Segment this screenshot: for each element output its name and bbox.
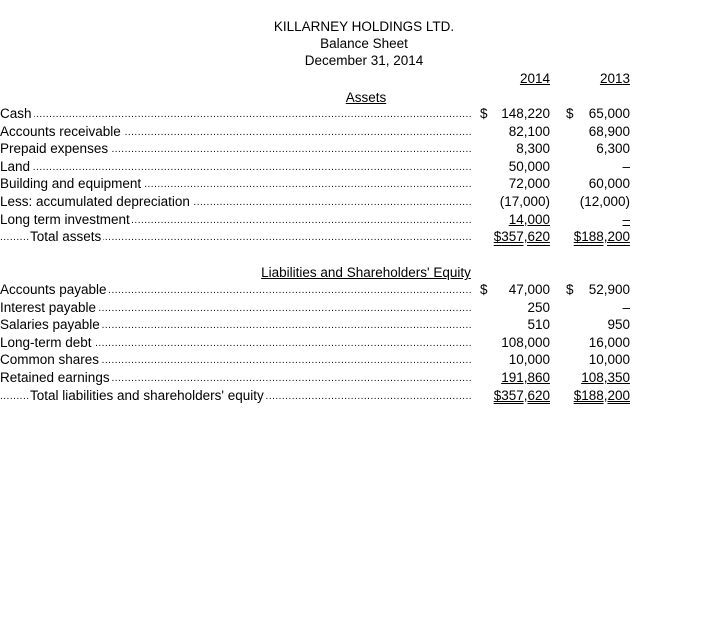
row-label: Retained earnings bbox=[0, 370, 110, 385]
row-label: Long-term debt bbox=[0, 334, 92, 350]
value-2013: (12,000) bbox=[579, 194, 630, 209]
value-2013: – bbox=[622, 158, 630, 174]
assets-section-title: Assets bbox=[345, 90, 387, 105]
total-2014: $357,620 bbox=[493, 229, 550, 245]
column-header-2013: 2013 bbox=[599, 71, 630, 86]
row-label: Cash bbox=[0, 106, 32, 121]
row-label: Long term investment bbox=[0, 211, 130, 227]
value-2014: 14,000 bbox=[508, 211, 550, 227]
row-label: Common shares bbox=[0, 352, 100, 368]
value-2013: 68,900 bbox=[588, 123, 630, 139]
value-2013: 10,000 bbox=[588, 352, 630, 368]
total-row bbox=[0, 228, 640, 246]
table-row bbox=[0, 193, 640, 211]
statement-date: December 31, 2014 bbox=[304, 53, 424, 68]
total-2013: $188,200 bbox=[573, 229, 630, 245]
value-2013: 52,900 bbox=[588, 282, 630, 297]
value-2014: 108,000 bbox=[501, 334, 550, 350]
row-label: Prepaid expenses bbox=[0, 141, 109, 157]
value-2013: 108,350 bbox=[581, 370, 630, 385]
currency-sign: $ bbox=[480, 106, 488, 121]
currency-sign: $ bbox=[566, 106, 574, 121]
value-2014: 510 bbox=[527, 317, 550, 333]
row-label: Interest payable bbox=[0, 299, 97, 315]
statement-title: Balance Sheet bbox=[320, 36, 408, 51]
liabilities-section-title: Liabilities and Shareholders' Equity bbox=[261, 265, 471, 280]
table-row bbox=[0, 123, 640, 141]
value-2013: 65,000 bbox=[588, 106, 630, 121]
row-label: Total liabilities and shareholders' equity bbox=[30, 387, 264, 403]
table-row bbox=[0, 351, 640, 369]
value-2014: 10,000 bbox=[508, 352, 550, 368]
value-2014: 148,220 bbox=[501, 106, 550, 121]
value-2013: 950 bbox=[607, 317, 630, 333]
row-label: Less: accumulated depreciation bbox=[0, 194, 190, 209]
total-row bbox=[0, 387, 640, 405]
table-row bbox=[0, 140, 640, 158]
total-2013: $188,200 bbox=[573, 387, 630, 403]
column-header-2014: 2014 bbox=[519, 71, 550, 86]
value-2013: 16,000 bbox=[588, 334, 630, 350]
value-2013: 60,000 bbox=[588, 176, 630, 192]
value-2014: 50,000 bbox=[508, 158, 550, 174]
table-row bbox=[0, 175, 640, 193]
value-2014: 191,860 bbox=[501, 370, 550, 385]
row-label: Accounts receivable bbox=[0, 123, 121, 139]
value-2014: (17,000) bbox=[499, 194, 550, 209]
total-2014: $357,620 bbox=[493, 387, 550, 403]
value-2014: 72,000 bbox=[508, 176, 550, 192]
value-2013: 6,300 bbox=[596, 141, 630, 157]
table-row bbox=[0, 299, 640, 317]
table-row bbox=[0, 316, 640, 334]
table-row bbox=[0, 281, 640, 299]
currency-sign: $ bbox=[480, 282, 488, 297]
value-2014: 47,000 bbox=[508, 282, 550, 297]
currency-sign: $ bbox=[566, 282, 574, 297]
value-2013: – bbox=[622, 211, 630, 227]
row-label: Land bbox=[0, 158, 31, 174]
value-2013: – bbox=[622, 299, 630, 315]
table-row bbox=[0, 158, 640, 176]
value-2014: 8,300 bbox=[516, 141, 550, 157]
table-row bbox=[0, 334, 640, 352]
value-2014: 82,100 bbox=[508, 123, 550, 139]
row-label: Building and equipment bbox=[0, 176, 142, 192]
row-label: Accounts payable bbox=[0, 282, 107, 297]
table-row bbox=[0, 369, 640, 387]
row-label: Total assets bbox=[30, 229, 102, 245]
row-label: Salaries payable bbox=[0, 317, 100, 333]
table-row bbox=[0, 105, 640, 123]
value-2014: 250 bbox=[527, 299, 550, 315]
company-name: KILLARNEY HOLDINGS LTD. bbox=[273, 19, 455, 34]
table-row bbox=[0, 211, 640, 229]
